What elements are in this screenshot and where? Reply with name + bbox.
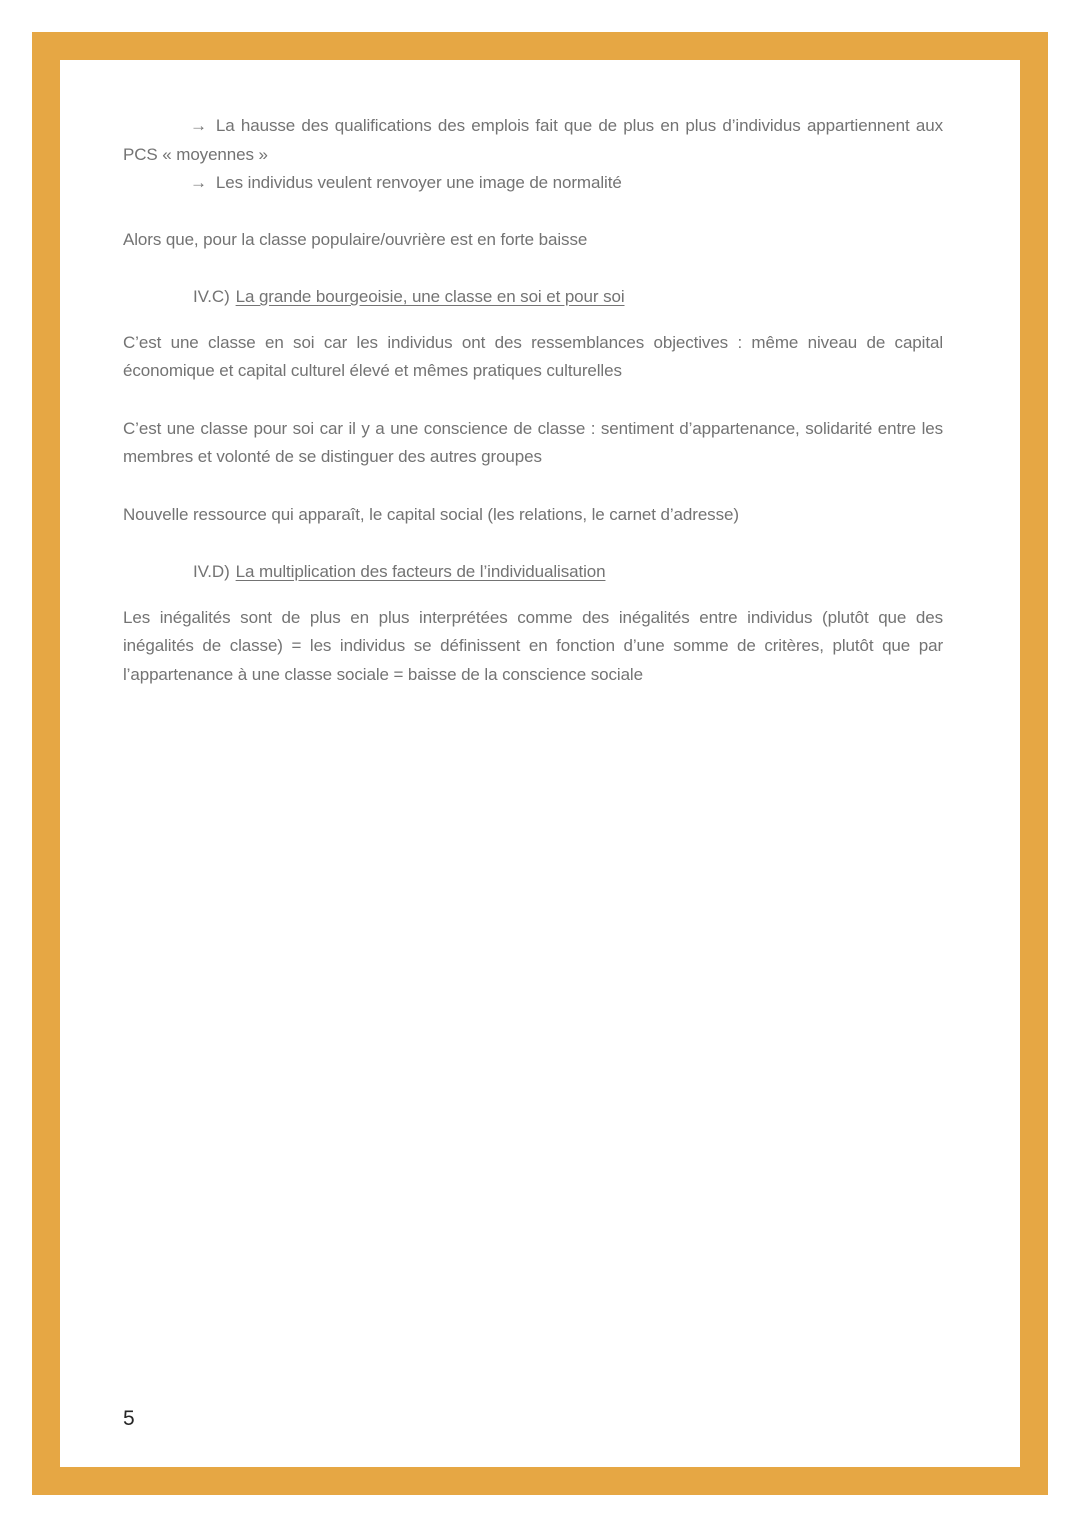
body-paragraph: C’est une classe en soi car les individus ont des ressemblances objectives : même niveau de capital économique et capital culturel élevé et mêmes pratiques culturelles [123,332,943,380]
bullet-text: La hausse des qualifications des emplois fait que de plus en plus d’individus appartiennent aux PCS « moyennes » [123,116,943,164]
section-number: IV.D) [193,562,230,581]
body-paragraph: Alors que, pour la classe populaire/ouvrière est en forte baisse [123,229,588,249]
body-paragraph: C’est une classe pour soi car il y a une conscience de classe : sentiment d’appartenance, solidarité entre les membres et volonté de se distinguer des autres groupes [123,418,943,466]
bullet-paragraph [123,112,943,169]
body-paragraph: Nouvelle ressource qui apparaît, le capital social (les relations, le carnet d’adresse) [123,504,739,524]
bullet-text: Les individus veulent renvoyer une image de normalité [215,173,622,192]
document-content [123,112,943,718]
section-number: IV.C) [193,287,230,306]
arrow-icon: → [190,116,207,135]
bullet-paragraph [123,169,943,198]
page-border-frame [32,32,1048,1495]
body-paragraph: Les inégalités sont de plus en plus interprétées comme des inégalités entre individus (plutôt que des inégalités de classe) = les individus se définissent en fonction d’une somme de critères, plutôt que par l’appartenance à une classe sociale = baisse de la conscience sociale [123,607,943,684]
section-heading-ivd [123,558,943,587]
section-title: La multiplication des facteurs de l’individualisation [235,562,606,581]
document-page [60,60,1020,1467]
page-number: 5 [123,1407,135,1430]
section-heading-ivc [123,283,943,312]
arrow-icon: → [190,173,207,192]
section-title: La grande bourgeoisie, une classe en soi et pour soi [235,287,625,306]
